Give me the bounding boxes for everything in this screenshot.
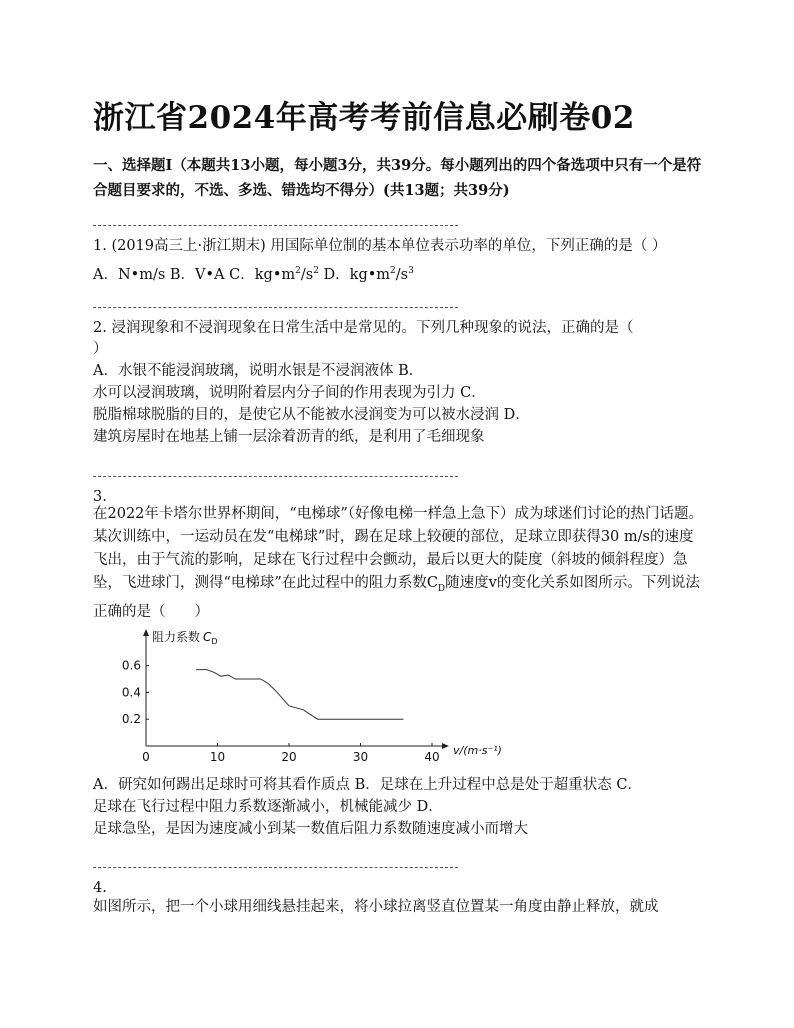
question-3-number: 3. — [93, 489, 107, 505]
x-axis-label: v/(m·s⁻¹) — [453, 744, 502, 757]
question-1-option-b[interactable]: B．V•A — [169, 267, 225, 283]
question-1-option-d[interactable]: D．$kg•m^2/s^3$ — [323, 266, 414, 283]
question-1-options — [93, 260, 414, 286]
y-tick-label: 0.2 — [121, 712, 141, 727]
x-tick-label: 0 — [142, 750, 150, 761]
question-4-stem: 如图所示，把一个小球用细线悬挂起来，将小球拉离竖直位置某一角度由静止释放，就成 — [93, 899, 659, 915]
question-separator — [93, 476, 458, 477]
question-2-options[interactable]: 脱脂棉球脱脂的目的，是使它从不能被水浸润变为可以被水浸润 D． — [93, 407, 530, 423]
question-separator — [93, 307, 458, 308]
question-separator — [93, 867, 458, 868]
drag-coefficient-chart — [118, 626, 518, 761]
page-title: 浙江省2024年高考考前信息必刷卷02 — [93, 100, 635, 136]
x-tick-label: 10 — [209, 750, 226, 761]
x-tick-label: 30 — [352, 750, 369, 761]
question-2-stem: 2. 浸润现象和不浸润现象在日常生活中是常见的。下列几种现象的说法，正确的是（ — [93, 320, 634, 336]
question-4-number: 4. — [93, 880, 107, 896]
question-3-options[interactable]: 足球急坠，是因为速度减小到某一数值后阻力系数随速度减小而增大 — [93, 821, 528, 837]
question-1-stem: 1. (2019高三上·浙江期末) 用国际单位制的基本单位表示功率的单位，下列正确的是（ ） — [93, 238, 667, 254]
question-3-options[interactable]: A．研究如何踢出足球时可将其看作质点 B．足球在上升过程中总是处于超重状态 C． — [93, 777, 642, 793]
question-separator — [93, 225, 458, 226]
x-tick-label: 20 — [281, 750, 297, 761]
question-3-options[interactable]: 足球在飞行过程中阻力系数逐渐减小，机械能减少 D． — [93, 799, 443, 815]
question-3-stem: 在2022年卡塔尔世界杯期间，“电梯球”（好像电梯一样急上急下）成为球迷们讨论的热门话题。某次训练中，一运动员在发“电梯球”时，踢在足球上较硬的部位，足球立即获得30 m/s的速度飞出，由于气流的影响，足球在飞行过程中会颤动，最后以更大的陡度（斜坡的倾斜程度）急坠，飞进球门，测得“电梯球”在此过程中的阻力系数$C_D$随速度v的变化关系如图所示。下列说法正确的是（ ） — [93, 506, 703, 620]
section-header: 一、选择题Ⅰ（本题共13小题，每小题3分，共39分。每小题列出的四个备选项中只有一个是符合题目要求的，不选、多选、错选均不得分）(共13题；共39分) — [93, 157, 702, 199]
y-tick-label: 0.4 — [121, 685, 141, 700]
x-tick-label: 40 — [424, 750, 440, 761]
question-1-option-c[interactable]: C．$kg•m^2/s^2$ — [229, 266, 319, 283]
question-2-options[interactable]: 建筑房屋时在地基上铺一层涂着沥青的纸，是利用了毛细现象 — [93, 429, 485, 445]
y-tick-label: 0.6 — [121, 658, 141, 673]
y-axis-label: 阻力系数 $C_D$ — [152, 630, 218, 646]
question-2-stem-cont: ） — [93, 341, 108, 357]
drag-coefficient-series — [196, 670, 403, 720]
question-2-options[interactable]: A．水银不能浸润玻璃，说明水银是不浸润液体 B． — [93, 363, 424, 379]
question-2-options[interactable]: 水可以浸润玻璃，说明附着层内分子间的作用表现为引力 C． — [93, 385, 486, 401]
question-1-option-a[interactable]: A．N•m/s — [93, 267, 166, 283]
